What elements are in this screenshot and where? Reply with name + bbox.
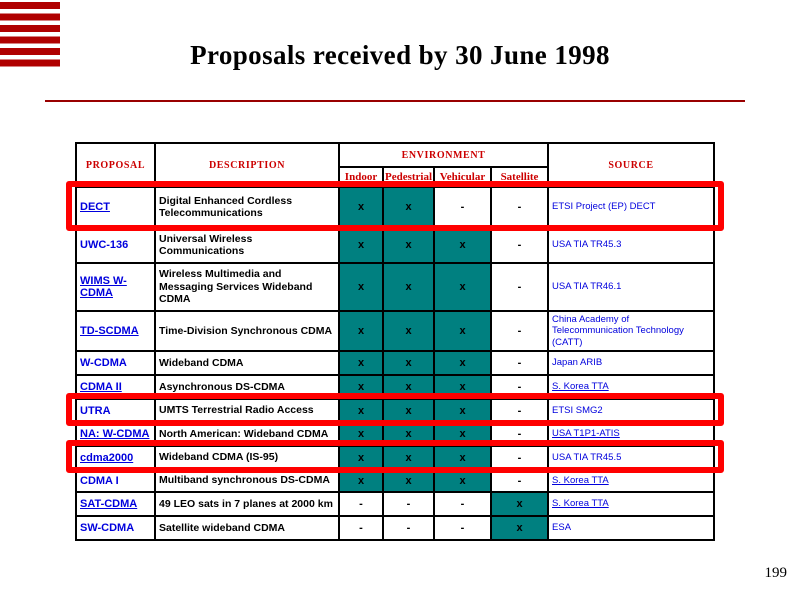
col-header-indoor: Indoor [339, 167, 383, 187]
proposal-link[interactable]: DECT [80, 201, 110, 213]
env-mark-cell: x [383, 446, 434, 469]
source-link[interactable]: USA TIA TR45.3 [552, 239, 622, 251]
env-mark-cell: x [383, 399, 434, 422]
env-mark-cell: x [383, 375, 434, 399]
env-dash-cell: - [339, 516, 383, 540]
source-cell [548, 263, 714, 311]
env-mark-cell: x [339, 311, 383, 351]
col-header-vehicular: Vehicular [434, 167, 491, 187]
source-cell [548, 446, 714, 469]
proposal-cell [76, 516, 155, 540]
env-mark-cell: x [434, 446, 491, 469]
description-cell: 49 LEO sats in 7 planes at 2000 km [155, 492, 339, 516]
env-dash-cell: - [383, 492, 434, 516]
env-dash-cell: - [491, 446, 548, 469]
env-mark-cell: x [434, 263, 491, 311]
source-cell [548, 399, 714, 422]
source-cell [548, 492, 714, 516]
description-cell: North American: Wideband CDMA [155, 422, 339, 446]
env-mark-cell: x [339, 469, 383, 492]
table-row [76, 492, 714, 516]
title-divider [45, 100, 745, 102]
env-mark-cell: x [383, 187, 434, 227]
env-mark-cell: x [434, 399, 491, 422]
env-mark-cell: x [383, 263, 434, 311]
source-cell [548, 187, 714, 227]
col-header-source: SOURCE [548, 143, 714, 187]
env-mark-cell: x [339, 422, 383, 446]
env-mark-cell: x [383, 227, 434, 263]
source-link[interactable]: S. Korea TTA [552, 498, 609, 510]
env-dash-cell: - [491, 187, 548, 227]
header-row-top [76, 143, 714, 167]
source-link[interactable]: S. Korea TTA [552, 474, 609, 486]
env-dash-cell: - [491, 399, 548, 422]
env-mark-cell: x [434, 375, 491, 399]
table-row [76, 263, 714, 311]
proposal-cell [76, 492, 155, 516]
col-header-pedestrial: Pedestrial [383, 167, 434, 187]
proposal-cell [76, 187, 155, 227]
proposal-link[interactable]: NA: W-CDMA [80, 428, 150, 440]
table-row [76, 375, 714, 399]
env-mark-cell: x [339, 227, 383, 263]
env-mark-cell: x [339, 375, 383, 399]
source-link[interactable]: ESA [552, 522, 572, 534]
table-row [76, 187, 714, 227]
env-mark-cell: x [434, 227, 491, 263]
env-mark-cell: x [491, 492, 548, 516]
env-dash-cell: - [491, 263, 548, 311]
proposals-table-wrap [75, 142, 713, 541]
env-mark-cell: x [383, 311, 434, 351]
env-mark-cell: x [434, 351, 491, 375]
env-dash-cell: - [491, 311, 548, 351]
proposal-cell [76, 375, 155, 399]
source-cell [548, 422, 714, 446]
env-dash-cell: - [339, 492, 383, 516]
source-cell [548, 375, 714, 399]
table-row [76, 351, 714, 375]
env-dash-cell: - [434, 187, 491, 227]
env-dash-cell: - [491, 375, 548, 399]
env-dash-cell: - [383, 516, 434, 540]
table-row [76, 399, 714, 422]
col-header-description: DESCRIPTION [155, 143, 339, 187]
env-mark-cell: x [339, 187, 383, 227]
proposal-cell [76, 422, 155, 446]
source-cell [548, 227, 714, 263]
env-mark-cell: x [434, 311, 491, 351]
proposal-cell [76, 399, 155, 422]
description-cell: Wideband CDMA [155, 351, 339, 375]
description-cell: Multiband synchronous DS-CDMA [155, 469, 339, 492]
source-cell [548, 351, 714, 375]
proposal-link[interactable]: UWC-136 [80, 239, 129, 251]
source-cell [548, 516, 714, 540]
proposals-table [75, 142, 715, 541]
source-cell [548, 469, 714, 492]
description-cell: UMTS Terrestrial Radio Access [155, 399, 339, 422]
env-dash-cell: - [491, 422, 548, 446]
proposal-cell [76, 311, 155, 351]
env-dash-cell: - [434, 492, 491, 516]
env-dash-cell: - [491, 227, 548, 263]
env-mark-cell: x [383, 469, 434, 492]
env-dash-cell: - [434, 516, 491, 540]
env-mark-cell: x [383, 422, 434, 446]
page-number: 199 [764, 565, 787, 581]
table-row [76, 469, 714, 492]
slide-title: Proposals received by 30 June 1998 [190, 40, 610, 70]
source-link[interactable]: ETSI Project (EP) DECT [552, 201, 656, 213]
description-cell: Universal Wireless Communications [155, 227, 339, 263]
description-cell: Wireless Multimedia and Messaging Services Wideband CDMA [155, 263, 339, 311]
proposal-cell [76, 351, 155, 375]
col-header-satellite: Satellite [491, 167, 548, 187]
col-header-proposal: PROPOSAL [76, 143, 155, 187]
proposal-cell [76, 263, 155, 311]
env-dash-cell: - [491, 469, 548, 492]
source-link[interactable]: USA TIA TR45.5 [552, 451, 622, 463]
table-row [76, 422, 714, 446]
proposal-link[interactable]: TD-SCDMA [80, 325, 139, 337]
env-mark-cell: x [339, 446, 383, 469]
env-mark-cell: x [434, 469, 491, 492]
table-row [76, 446, 714, 469]
source-link[interactable]: Japan ARIB [552, 357, 603, 369]
proposal-link[interactable]: SW-CDMA [80, 522, 135, 534]
env-mark-cell: x [434, 422, 491, 446]
proposal-link[interactable]: UTRA [80, 404, 111, 417]
source-cell [548, 311, 714, 351]
table-row [76, 311, 714, 351]
description-cell: Asynchronous DS-CDMA [155, 375, 339, 399]
source-link[interactable]: China Academy of Telecommunication Technology (CATT) [552, 313, 684, 348]
proposal-cell [76, 469, 155, 492]
proposal-link[interactable]: W-CDMA [80, 357, 127, 369]
table-row [76, 227, 714, 263]
proposal-link[interactable]: CDMA II [80, 381, 122, 393]
proposal-cell [76, 227, 155, 263]
description-cell: Digital Enhanced Cordless Telecommunications [155, 187, 339, 227]
proposal-cell [76, 446, 155, 469]
env-mark-cell: x [339, 399, 383, 422]
proposal-link[interactable]: cdma2000 [80, 451, 134, 464]
col-header-environment: ENVIRONMENT [339, 143, 548, 167]
source-link[interactable]: ETSI SMG2 [552, 404, 603, 416]
proposal-link[interactable]: WIMS W-CDMA [80, 275, 127, 299]
env-mark-cell: x [339, 351, 383, 375]
env-dash-cell: - [491, 351, 548, 375]
source-link[interactable]: USA T1P1-ATIS [552, 428, 620, 440]
env-mark-cell: x [383, 351, 434, 375]
source-link[interactable]: S. Korea TTA [552, 381, 609, 393]
env-mark-cell: x [339, 263, 383, 311]
proposal-link[interactable]: SAT-CDMA [80, 498, 138, 510]
table-row [76, 516, 714, 540]
description-cell: Wideband CDMA (IS-95) [155, 446, 339, 469]
description-cell: Time-Division Synchronous CDMA [155, 311, 339, 351]
proposal-link[interactable]: CDMA I [80, 474, 119, 487]
description-cell: Satellite wideband CDMA [155, 516, 339, 540]
env-mark-cell: x [491, 516, 548, 540]
source-link[interactable]: USA TIA TR46.1 [552, 281, 622, 293]
